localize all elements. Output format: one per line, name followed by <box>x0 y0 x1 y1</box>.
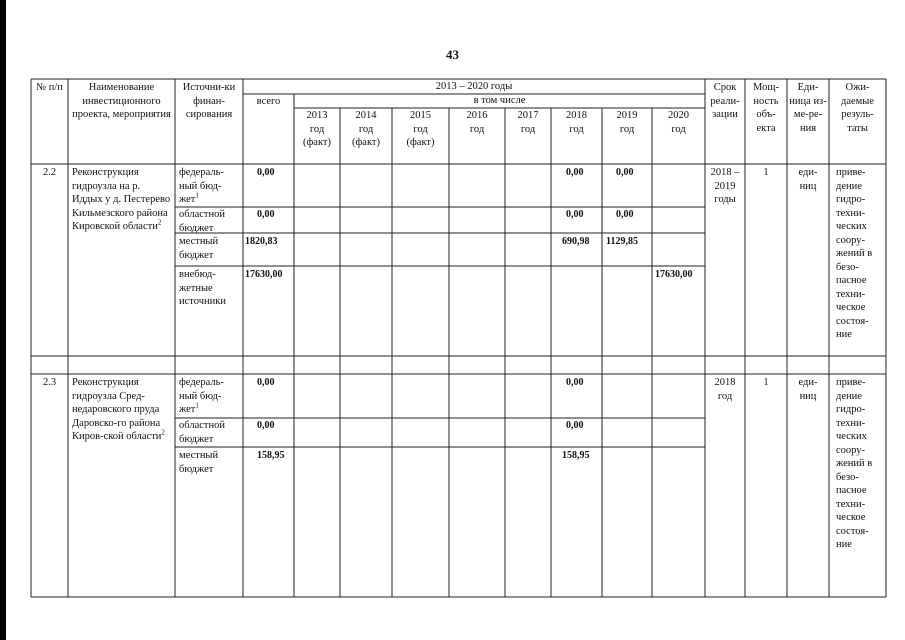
row-2-2-source-local: местный бюджет <box>179 236 219 261</box>
header-period: 2013 – 2020 годы <box>435 81 513 92</box>
header-including: в том числе <box>473 95 526 106</box>
header-year-2016: 2016 год <box>466 110 488 135</box>
header-unit: Еди-ница из-ме-ре-ния <box>789 82 827 134</box>
row-2-2-extrabudget-total: 17630,00 <box>245 269 283 280</box>
row-2-3-source-regional: областной бюджет <box>179 420 225 445</box>
header-source: Источни-ки финан-сирования <box>182 82 236 120</box>
footnote-mark: 2 <box>161 428 165 437</box>
header-term: Срок реали-зации <box>710 82 740 120</box>
row-2-2-name: Реконструкция гидроузла на р. Иддых у д. Пестерево Кильмезского района Кировской области$^2$ <box>72 167 171 232</box>
row-2-2-local-total: 1820,83 <box>245 236 278 247</box>
row-2-3-local-total: 158,95 <box>257 450 285 461</box>
row-2-2-local-2018: 690,98 <box>562 236 590 247</box>
row-2-3-num: 2.3 <box>42 377 57 388</box>
row-2-2-source-regional: областной бюджет <box>179 209 225 234</box>
row-2-3-federal-total: 0,00 <box>257 377 275 388</box>
row-2-2-num: 2.2 <box>42 167 57 178</box>
header-year-2020: 2020 год <box>668 110 689 135</box>
row-2-2-extrabudget-2020: 17630,00 <box>655 269 693 280</box>
row-2-3-name: Реконструкция гидроузла Сред-недаровского пруда Даровско-го района Киров-ской области$^2$ <box>72 377 165 442</box>
row-2-3-regional-total: 0,00 <box>257 420 275 431</box>
header-year-2018: 2018 год <box>566 110 587 135</box>
footnote-mark: 1 <box>195 401 199 410</box>
row-2-3-capacity: 1 <box>763 377 769 388</box>
footnote-mark: 1 <box>195 191 199 200</box>
row-2-3-unit: еди-ниц <box>798 377 818 402</box>
header-total: всего <box>256 96 281 107</box>
header-year-2014: 2014 год (факт) <box>351 110 380 148</box>
row-2-3-source-federal: федераль-ный бюд-жет$^1$ <box>179 377 224 415</box>
header-num: № п/п <box>36 82 63 93</box>
footnote-mark: 2 <box>157 218 162 227</box>
page-number: 43 <box>446 47 459 62</box>
header-capacity: Мощ-ность объ-екта <box>753 82 779 134</box>
row-2-2-term: 2018 – 2019 годы <box>710 167 740 205</box>
header-name: Наименование инвестиционного проекта, мероприятия <box>72 82 171 120</box>
row-2-2-source-federal: федераль-ный бюд-жет$^1$ <box>179 167 224 205</box>
row-2-3-result: приве-дение гидро-техни-ческих соору-жений в безо-пасное техни-ческое состоя-ние <box>836 377 873 550</box>
row-2-3-regional-2018: 0,00 <box>566 420 584 431</box>
row-2-2-local-2019: 1129,85 <box>606 236 638 247</box>
header-year-2019: 2019 год <box>616 110 638 135</box>
row-2-2-regional-2018: 0,00 <box>566 209 584 220</box>
row-2-2-federal-2019: 0,00 <box>616 167 634 178</box>
row-2-3-term: 2018 год <box>714 377 736 402</box>
header-result: Ожи-даемые резуль-таты <box>840 82 875 134</box>
header-year-2015: 2015 год (факт) <box>406 110 435 148</box>
row-2-2-source-extrabudget: внебюд-жетные источники <box>179 269 226 307</box>
row-2-2-unit: еди-ниц <box>798 167 818 192</box>
row-2-2-result: приве-дение гидро-техни-ческих соору-жений в безо-пасное техни-ческое состоя-ние <box>836 167 873 340</box>
row-2-2-regional-2019: 0,00 <box>616 209 634 220</box>
row-2-3-federal-2018: 0,00 <box>566 377 584 388</box>
row-2-2-capacity: 1 <box>763 167 769 178</box>
row-2-2-federal-total: 0,00 <box>257 167 275 178</box>
row-2-3-source-local: местный бюджет <box>179 450 219 475</box>
row-2-2-regional-total: 0,00 <box>257 209 275 220</box>
row-2-3-local-2018: 158,95 <box>562 450 590 461</box>
header-year-2017: 2017 год <box>517 110 539 135</box>
row-2-2-federal-2018: 0,00 <box>566 167 584 178</box>
header-year-2013: 2013 год (факт) <box>302 110 331 148</box>
